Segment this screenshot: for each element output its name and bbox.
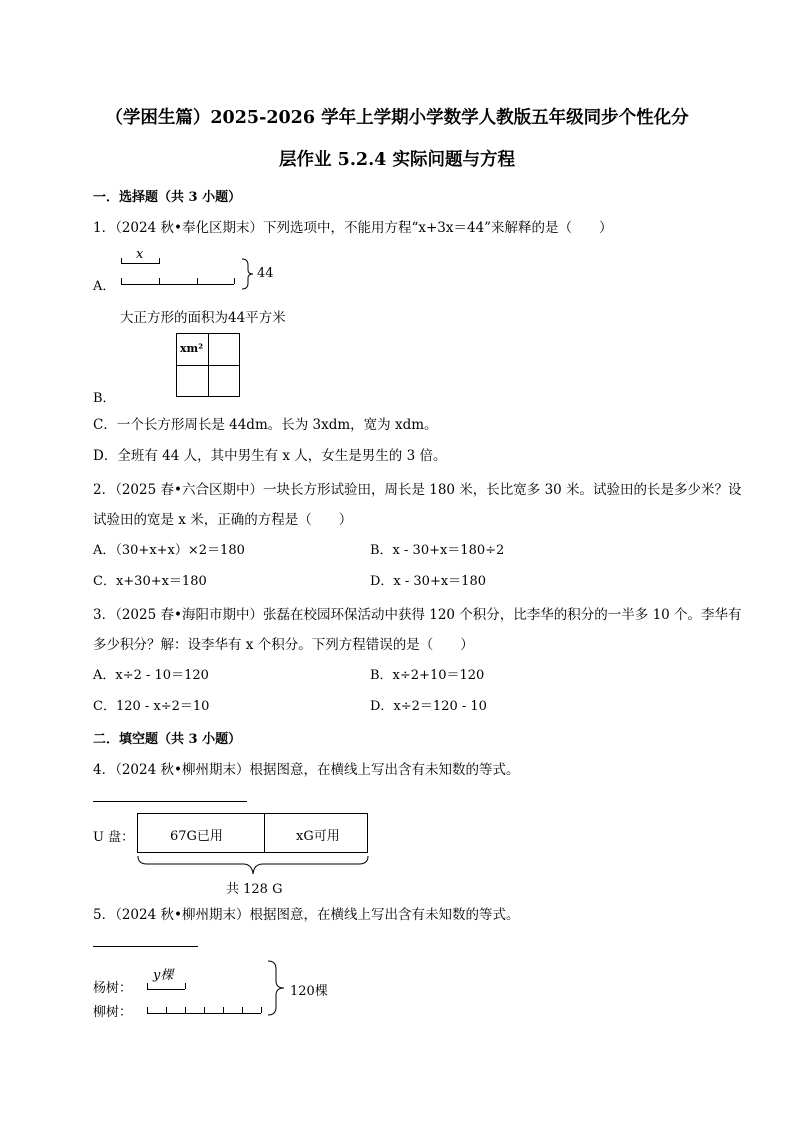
q1-option-c: C．一个长方形周长是 44dm。长为 3xdm，宽为 xdm。 (93, 417, 438, 433)
q4-answer-blank[interactable] (93, 801, 247, 802)
q3-option-d: D．x÷2＝120 - 10 (370, 699, 487, 714)
q1-b-cell-label: xm² (180, 342, 204, 355)
q4-free-label: xG可用 (296, 829, 340, 844)
q5-liu-label: 柳树： (93, 1005, 133, 1020)
q4-usb-label: U 盘： (93, 830, 135, 845)
section-heading-choice: 一．选择题（共 3 小题） (93, 190, 242, 205)
page-title-line1: （学困生篇）2025-2026 学年上学期小学数学人教版五年级同步个性化分 (105, 108, 689, 128)
q1-a-x-label: x (136, 247, 144, 262)
q1-b-caption: 大正方形的面积为44平方米 (120, 310, 286, 326)
tick (223, 1007, 224, 1013)
q5-answer-blank[interactable] (93, 946, 198, 947)
q2-option-d: D．x - 30+x＝180 (370, 574, 486, 589)
q1-a-3x-segment (121, 284, 234, 285)
q4-used-label: 67G已用 (170, 829, 223, 844)
tick (147, 983, 148, 989)
q1-option-d: D．全班有 44 人，其中男生有 x 人，女生是男生的 3 倍。 (93, 448, 447, 464)
q5-yang-label: 杨树： (93, 981, 133, 996)
tick (234, 278, 235, 284)
q5-liu-segment (147, 1013, 261, 1014)
question-3-stem-line2: 多少积分？解：设李华有 x 个积分。下列方程错误的是（ ） (93, 637, 474, 653)
q4-under-brace-icon (137, 855, 369, 877)
tick (185, 983, 186, 989)
question-1-stem: 1．（2024 秋•奉化区期末）下列选项中，不能用方程“x+3x＝44”来解释的是（ ） (93, 220, 613, 236)
question-2-stem-line2: 试验田的宽是 x 米，正确的方程是（ ） (93, 512, 353, 528)
q1-a-brace-icon (240, 258, 256, 290)
q1-a-x-segment (121, 263, 159, 264)
tick (121, 278, 122, 284)
gh (177, 365, 239, 366)
tick (159, 258, 160, 264)
q1-a-total: 44 (257, 266, 274, 281)
question-3-stem-line1: 3．（2025 春•海阳市期中）张磊在校园环保活动中获得 120 个积分，比李华的积分的一半多 10 个。李华有 (93, 607, 742, 623)
q2-option-a: A．（30+x+x）×2＝180 (93, 543, 245, 558)
tick (261, 1007, 262, 1013)
q5-yang-segment (147, 989, 185, 990)
q4-total-label: 共 128 G (226, 882, 283, 897)
q3-option-b: B．x÷2+10＝120 (370, 668, 485, 683)
q1-option-b-label: B． (93, 391, 116, 406)
question-5-stem: 5．（2024 秋•柳州期末）根据图意，在横线上写出含有未知数的等式。 (93, 907, 520, 923)
question-2-stem-line1: 2．（2025 春•六合区期中）一块长方形试验田，周长是 180 米，长比宽多 30 米。试验田的长是多少米？设 (93, 482, 742, 498)
q3-option-a: A．x÷2 - 10＝120 (93, 668, 209, 683)
tick (166, 1007, 167, 1013)
div (264, 814, 265, 852)
tick (159, 278, 160, 284)
q5-total-label: 120棵 (290, 984, 328, 999)
q5-y-label: y棵 (153, 968, 174, 983)
tick (197, 278, 198, 284)
q2-option-c: C．x+30+x＝180 (93, 574, 207, 589)
q5-brace-icon (266, 960, 288, 1016)
tick (185, 1007, 186, 1013)
tick (147, 1007, 148, 1013)
section-heading-fill: 二．填空题（共 3 小题） (93, 732, 242, 747)
q1-option-a-label: A． (93, 279, 116, 294)
tick (242, 1007, 243, 1013)
q4-usb-bar (137, 813, 368, 853)
q1-b-square-grid (176, 333, 240, 397)
question-4-stem: 4．（2024 秋•柳州期末）根据图意，在横线上写出含有未知数的等式。 (93, 762, 520, 778)
tick (121, 258, 122, 264)
q2-option-b: B．x - 30+x＝180÷2 (370, 543, 505, 558)
tick (204, 1007, 205, 1013)
q3-option-c: C．120 - x÷2＝10 (93, 699, 210, 714)
page-title-line2: 层作业 5.2.4 实际问题与方程 (279, 150, 515, 170)
